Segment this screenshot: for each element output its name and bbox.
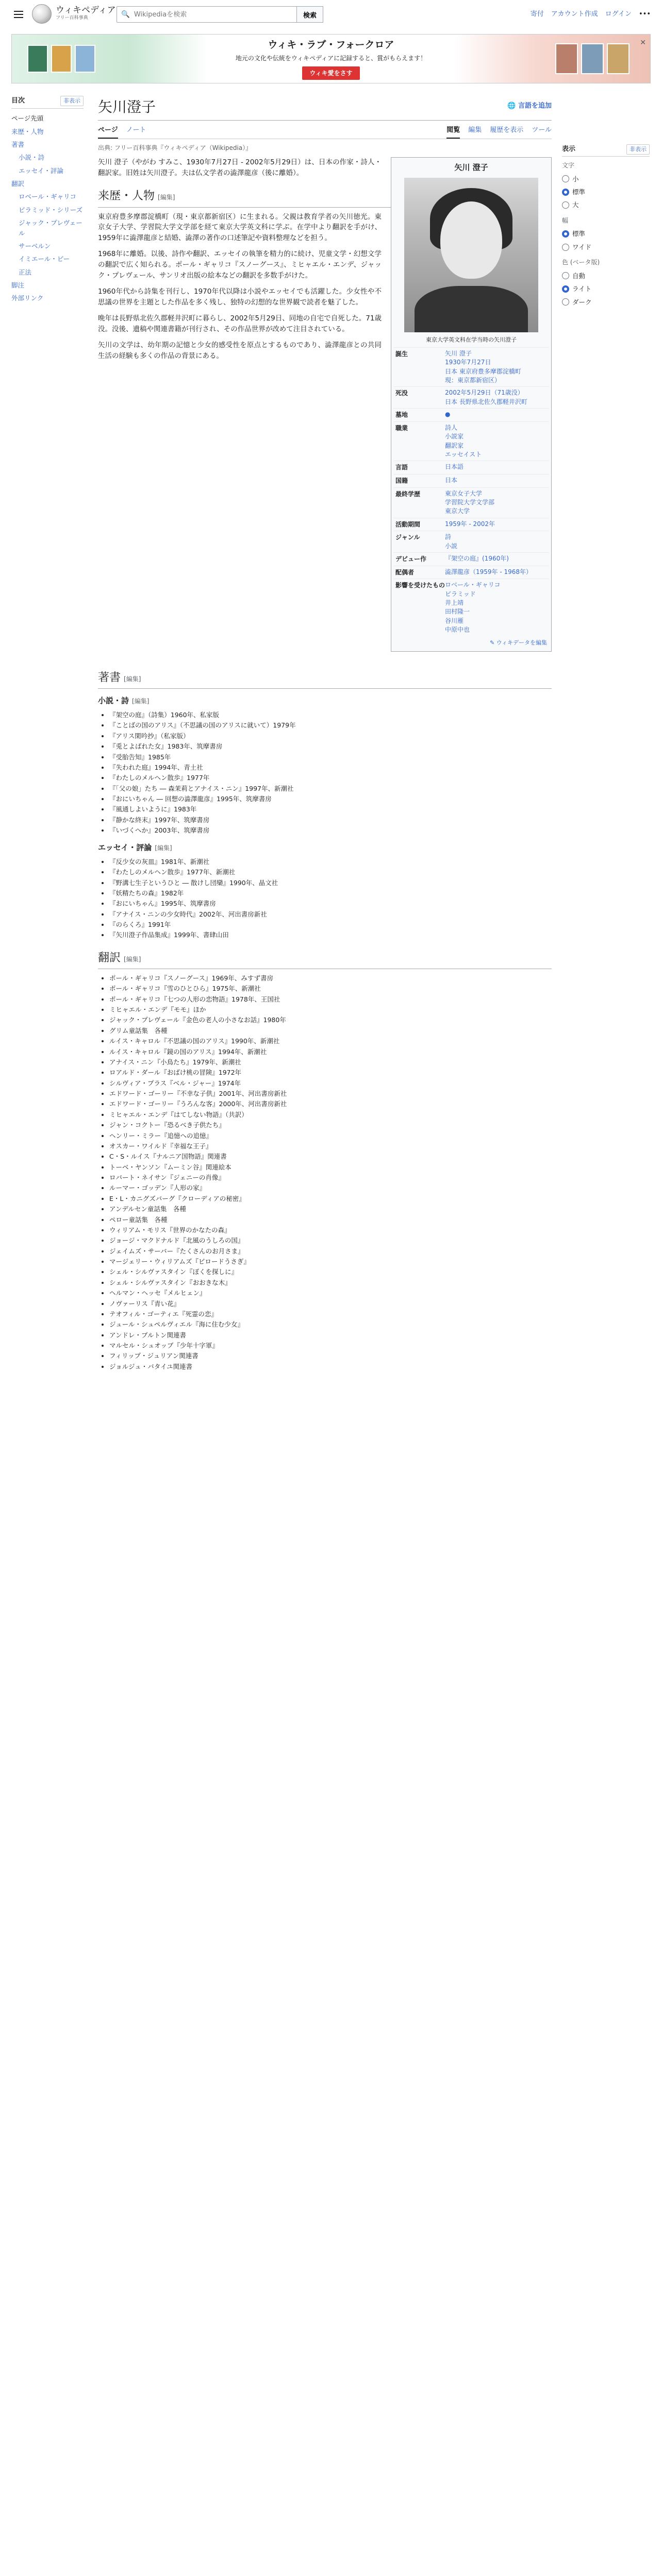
toc-item[interactable]: 脚注 xyxy=(11,281,25,290)
list-item: • 『おにいちゃん』1995年、筑摩書房 xyxy=(109,899,552,908)
list-item: • 『受胎告知』1985年 xyxy=(109,752,552,762)
tab-history[interactable]: 履歴を表示 xyxy=(490,126,524,134)
list-item: • トーベ・ヤンソン『ムーミン谷』関連絵本 xyxy=(109,1162,552,1172)
list-item: • ウィリアム・モリス『世界のかなたの森』 xyxy=(109,1225,552,1235)
radio-label: ライト xyxy=(572,285,592,293)
toc-item[interactable]: エッセイ・評論 xyxy=(19,166,63,175)
tab-tools[interactable]: ツール xyxy=(532,126,552,134)
list-item: • テオフィル・ゴーティエ『死霊の恋』 xyxy=(109,1309,552,1319)
infobox-value[interactable]: 澁澤龍彦（1959年 - 1968年） xyxy=(445,568,533,575)
infobox-row xyxy=(393,421,549,461)
list-item: • 『「父の娘」たち ― 森茉莉とアナイス・ニン』1997年、新潮社 xyxy=(109,784,552,793)
list-item: • 『ことばの国のアリス』（不思議の国のアリスに就いて）1979年 xyxy=(109,720,552,730)
infobox-value[interactable]: 2002年5月29日（71歳没） xyxy=(445,389,524,397)
login-link[interactable]: ログイン xyxy=(605,10,632,18)
list-item: • ジェイムズ・サーバー『たくさんのお月さま』 xyxy=(109,1246,552,1256)
radio-label: 大 xyxy=(572,201,579,209)
list-item: • エドワード・ゴーリー『不幸な子供』2001年、河出書房新社 xyxy=(109,1089,552,1098)
list-item: • 『おにいちゃん ― 回想の澁澤龍彦』1995年、筑摩書房 xyxy=(109,794,552,804)
list-item: • エドワード・ゴーリー『うろんな客』2000年、河出書房新社 xyxy=(109,1099,552,1109)
translations-list xyxy=(98,973,552,1371)
list-item: • シェル・シルヴァスタイン『おおきな木』 xyxy=(109,1278,552,1287)
page-source-note: 出典: フリー百科事典『ウィキペディア（Wikipedia）』 xyxy=(98,144,252,151)
list-item: • ポール・ギャリコ『雪のひとひら』1975年、新潮社 xyxy=(109,984,552,993)
infobox-value[interactable]: エッセイスト xyxy=(445,451,482,458)
site-header xyxy=(0,0,662,29)
infobox-value[interactable]: 谷川雁 xyxy=(445,617,464,624)
list-item: • 『アリス閑吟抄』（私家版） xyxy=(109,731,552,741)
folklore-image xyxy=(607,43,630,74)
infobox xyxy=(391,157,552,652)
infobox-row xyxy=(393,566,549,579)
section-heading-translations xyxy=(98,950,552,969)
list-item: • フィリップ・ジュリアン関連書 xyxy=(109,1351,552,1361)
infobox-value[interactable]: ピラミッド xyxy=(445,590,476,598)
infobox-label: 最終学歴 xyxy=(395,490,421,498)
infobox-value[interactable]: 東京女子大学 xyxy=(445,489,483,497)
list-item: • ルイス・キャロル『不思議の国のアリス』1990年、新潮社 xyxy=(109,1036,552,1046)
list-item: • E・L・カニグズバーグ『クローディアの秘密』 xyxy=(109,1194,552,1204)
infobox-label: 言語 xyxy=(395,464,408,471)
infobox-value[interactable]: 『架空の庭』(1960年) xyxy=(445,555,509,563)
page-title xyxy=(98,96,552,121)
create-account-link[interactable]: アカウント作成 xyxy=(551,10,598,18)
list-item: • ペロー童話集 各種 xyxy=(109,1215,552,1225)
list-item: • シルヴィア・プラス『ベル・ジャー』1974年 xyxy=(109,1078,552,1088)
text-size-large[interactable] xyxy=(562,198,650,211)
search-form xyxy=(117,6,323,23)
color-light[interactable] xyxy=(562,282,650,295)
infobox-row xyxy=(393,386,549,408)
section-title: 翻訳 xyxy=(98,951,121,964)
list-item: • ヘンリー・ミラー『追憶への追憶』 xyxy=(109,1131,552,1141)
toc-item[interactable]: ページ先頭 xyxy=(11,114,44,123)
infobox-label: ジャンル xyxy=(395,534,420,541)
infobox-label: 墓地 xyxy=(395,411,408,419)
list-item: • 『いづくへか』2003年、筑摩書房 xyxy=(109,825,552,835)
toc-item[interactable]: 来歴・人物 xyxy=(11,127,44,135)
infobox-value[interactable]: 日本 xyxy=(445,476,458,484)
radio-label: ワイド xyxy=(572,243,592,251)
toc-item[interactable]: 外部リンク xyxy=(11,294,44,302)
infobox-row xyxy=(393,518,549,531)
toc-item[interactable]: 翻訳 xyxy=(11,180,25,188)
infobox-value[interactable]: ● xyxy=(445,411,451,418)
width-label: 幅 xyxy=(562,216,569,224)
list-item: • ジュール・シュペルヴィエル『海に住む少女』 xyxy=(109,1319,552,1329)
toc-item[interactable]: ジャック・プレヴェール xyxy=(19,219,82,237)
list-item: • ロアルド・ダール『おばけ桃の冒険』1972年 xyxy=(109,1067,552,1077)
language-button[interactable] xyxy=(507,101,552,111)
infobox-value[interactable]: 中原中也 xyxy=(445,626,470,634)
list-item: • 『兎とよばれた女』1983年、筑摩書房 xyxy=(109,741,552,751)
donate-link[interactable]: 寄付 xyxy=(530,10,544,18)
infobox-value[interactable]: 日本 長野県北佐久郡軽井沢町 xyxy=(445,398,527,405)
radio-label: 自動 xyxy=(572,272,586,280)
list-item: • マージェリー・ウィリアムズ『ビロードうさぎ』 xyxy=(109,1257,552,1266)
section-heading-works xyxy=(98,669,552,689)
section-title: 著書 xyxy=(98,671,121,684)
list-item: • マルセル・シュオッブ『少年十字軍』 xyxy=(109,1341,552,1350)
list-item: • 『のらくろ』1991年 xyxy=(109,920,552,929)
width-wide[interactable] xyxy=(562,241,650,253)
infobox-value[interactable]: 田村隆一 xyxy=(445,608,470,616)
list-item: • ノヴァーリス『青い花』 xyxy=(109,1299,552,1309)
folklore-image xyxy=(51,45,72,73)
infobox-row xyxy=(393,552,549,566)
list-item: • ジョージ・マクドナルド『北風のうしろの国』 xyxy=(109,1235,552,1245)
photo-caption: 東京大学英文科在学当時の矢川澄子 xyxy=(426,336,517,343)
list-item: • グリム童話集 各種 xyxy=(109,1026,552,1036)
table-of-contents xyxy=(11,96,84,305)
infobox-value[interactable]: 翻訳家 xyxy=(445,442,464,449)
personal-tools xyxy=(531,9,651,20)
list-item: • ルイス・キャロル『鏡の国のアリス』1994年、新潮社 xyxy=(109,1047,552,1057)
color-label: 色 (ベータ版) xyxy=(562,259,600,266)
infobox-value[interactable]: 詩人 xyxy=(445,423,458,431)
campaign-banner xyxy=(11,34,651,83)
tab-edit[interactable]: 編集 xyxy=(468,126,482,134)
folklore-image xyxy=(555,43,578,74)
toc-item[interactable]: 小説・詩 xyxy=(19,154,45,162)
infobox-label: 死没 xyxy=(395,389,408,397)
list-item: • アナイス・ニン『小鳥たち』1979年、新潮社 xyxy=(109,1057,552,1067)
list-item: • ジョルジュ・バタイユ関連書 xyxy=(109,1362,552,1371)
list-item: • 『矢川澄子作品集成』1999年、書肆山田 xyxy=(109,930,552,940)
infobox-value[interactable]: 日本語 xyxy=(445,463,464,471)
toc-hide-button[interactable]: 非表示 xyxy=(60,96,84,106)
list-item: • ヘルマン・ヘッセ『メルヒェン』 xyxy=(109,1288,552,1298)
radio-label: ダーク xyxy=(572,298,592,306)
novels-list xyxy=(98,710,552,836)
tab-read[interactable]: 閲覧 xyxy=(446,125,460,139)
list-item: • ジャン・コクトー『恐るべき子供たち』 xyxy=(109,1120,552,1130)
list-item: • シェル・シルヴァスタイン『ぼくを探しに』 xyxy=(109,1267,552,1277)
list-item: • オスカー・ワイルド『幸福な王子』 xyxy=(109,1141,552,1151)
body-paragraph: 1960年代から詩集を刊行し、1970年代以降は小説やエッセイでも活躍した。少女性や不思議の世界を主題とした作品を多く残し、独特の幻想的な世界観で読者を魅了した。 xyxy=(98,287,382,307)
essays-list xyxy=(98,857,552,940)
infobox-row xyxy=(393,487,549,518)
infobox-label: 誕生 xyxy=(395,350,408,358)
text-size-label: 文字 xyxy=(562,162,575,170)
main-content xyxy=(98,96,552,1372)
body-paragraph: 矢川の文学は、幼年期の記憶と少女的感受性を原点とするものであり、澁澤龍彦との共同生活の経験も多くの作品の背景にある。 xyxy=(98,341,382,360)
site-subtitle: フリー百科事典 xyxy=(56,15,88,21)
toc-item[interactable]: 正法 xyxy=(19,268,32,276)
edit-section-link[interactable]: [編集] xyxy=(124,955,141,963)
infobox-row xyxy=(393,579,549,636)
list-item: • ポール・ギャリコ『七つの人形の恋物語』1978年、王国社 xyxy=(109,994,552,1004)
color-dark[interactable] xyxy=(562,296,650,309)
infobox-value[interactable]: 1959年 - 2002年 xyxy=(445,520,495,528)
list-item: • 『アナイス・ニンの少女時代』2002年、河出書房新社 xyxy=(109,909,552,919)
infobox-row xyxy=(393,474,549,487)
infobox-value[interactable]: 東京大学 xyxy=(445,507,470,515)
list-item: • 『静かな終末』1997年、筑摩書房 xyxy=(109,815,552,825)
subsection-title: 小説・詩 xyxy=(98,696,129,705)
body-paragraph: 1968年に離婚。以後、詩作や翻訳、エッセイの執筆を精力的に続け、児童文学・幻想文学の翻訳で広く知られる。ポール・ギャリコ『スノーグース』、ミヒャエル・エンデ、ジャック・プレヴェール、サンリオ出版の絵本などの翻訳を多数手がけた。 xyxy=(98,250,382,280)
search-button[interactable]: 検索 xyxy=(297,6,323,23)
folklore-image xyxy=(581,43,604,74)
list-item: • ルーマー・ゴッデン『人形の家』 xyxy=(109,1183,552,1193)
infobox-row xyxy=(393,531,549,552)
width-standard[interactable] xyxy=(562,227,650,240)
body-paragraph: 東京府豊多摩郡淀橋町（現・東京都新宿区）に生まれる。父親は教育学者の矢川徳光。東京女子大学、学習院大学文学部を経て東京大学英文科に学ぶ。在学中より翻訳を手がけ、1959年に澁澤龍彦と結婚、澁澤の著作の口述筆記や資料整理などを担う。 xyxy=(98,212,382,243)
folklore-image xyxy=(27,45,48,73)
banner-cta-button[interactable]: ウィキ愛をさす xyxy=(302,66,359,80)
list-item: • 『反少女の灰皿』1981年、新潮社 xyxy=(109,857,552,867)
list-item: • 『野溝七生子というひと ― 散けし団欒』1990年、晶文社 xyxy=(109,878,552,888)
list-item: • C・S・ルイス『ナルニア国物語』関連書 xyxy=(109,1151,552,1161)
list-item: • ミヒャエル・エンデ『モモ』ほか xyxy=(109,1005,552,1014)
banner-image-right xyxy=(454,35,650,83)
toc-item[interactable]: ロベール・ギャリコ xyxy=(19,193,77,201)
toc-item[interactable]: 著書 xyxy=(11,140,25,148)
infobox-value[interactable]: 小説家 xyxy=(445,433,464,440)
search-field[interactable] xyxy=(117,6,297,23)
list-item: • ミヒャエル・エンデ『はてしない物語』（共訳） xyxy=(109,1110,552,1120)
toc-item[interactable]: ピラミッド・シリーズ xyxy=(19,206,83,214)
main-menu-button[interactable] xyxy=(11,7,26,22)
infobox-label: 国籍 xyxy=(395,477,408,484)
radio-label: 標準 xyxy=(572,230,586,238)
infobox-value[interactable]: 井上靖 xyxy=(445,599,464,607)
edit-section-link[interactable]: [編集] xyxy=(124,675,141,683)
infobox-value[interactable]: 学習院大学文学部 xyxy=(445,498,495,506)
infobox-value[interactable]: 小説 xyxy=(445,542,458,550)
text-size-standard[interactable] xyxy=(562,185,650,198)
portrait-photo[interactable] xyxy=(404,178,538,332)
more-options-icon[interactable]: ••• xyxy=(638,10,651,18)
folklore-image xyxy=(75,45,95,73)
infobox-name: 矢川 澄子 xyxy=(454,162,488,172)
appearance-panel xyxy=(562,144,650,309)
infobox-row xyxy=(393,408,549,421)
radio-label: 標準 xyxy=(572,188,586,196)
edit-section-link[interactable]: [編集] xyxy=(155,844,172,852)
page-tabs xyxy=(98,121,552,139)
toc-item[interactable]: サーベルン xyxy=(19,242,51,250)
close-icon[interactable]: ✕ xyxy=(640,39,646,47)
banner-image-left xyxy=(12,35,208,83)
language-label: 言語を追加 xyxy=(518,102,552,110)
list-item: • 『風通しよいように』1983年 xyxy=(109,804,552,814)
edit-wikidata-label: ウィキデータを編集 xyxy=(496,639,547,646)
infobox-row xyxy=(393,347,549,387)
toc-title: 目次 xyxy=(11,97,25,105)
radio-label: 小 xyxy=(572,175,579,183)
text-size-small[interactable] xyxy=(562,173,650,185)
banner-title: ウィキ・ラブ・フォークロア xyxy=(268,39,394,50)
search-icon: 🔍 xyxy=(121,10,130,19)
list-item: • アンデルセン童話集 各種 xyxy=(109,1204,552,1214)
body-paragraph: 晩年は長野県北佐久郡軽井沢町に暮らし、2002年5月29日、同地の自宅で自死した。71歳没。没後、遺稿や関連書籍が刊行され、その作品世界が改めて注目されている。 xyxy=(98,314,382,333)
subsection-heading-essays xyxy=(98,842,552,854)
infobox-row xyxy=(393,461,549,474)
tab-talk[interactable]: ノート xyxy=(126,126,146,134)
list-item: • 『失われた庭』1994年、青土社 xyxy=(109,762,552,772)
infobox-label: 配偶者 xyxy=(395,568,415,576)
infobox-label: 活動期間 xyxy=(395,520,421,528)
list-item: • ポール・ギャリコ『スノーグース』1969年、みすず書房 xyxy=(109,973,552,983)
pencil-icon: ✎ xyxy=(489,639,495,646)
infobox-label: デビュー作 xyxy=(395,555,427,563)
list-item: • 『妖精たちの森』1982年 xyxy=(109,888,552,898)
infobox-value[interactable]: 矢川 澄子 xyxy=(445,349,472,357)
appearance-hide-button[interactable]: 非表示 xyxy=(626,144,650,155)
list-item: • 『架空の庭』（詩集）1960年、私家版 xyxy=(109,710,552,720)
tab-page[interactable]: ページ xyxy=(98,125,118,139)
search-input[interactable] xyxy=(134,11,289,19)
list-item: • 『わたしのメルヘン散歩』1977年、新潮社 xyxy=(109,867,552,877)
infobox-value[interactable]: ロベール・ギャリコ xyxy=(445,581,501,589)
translate-icon: 🌐 xyxy=(507,102,516,110)
infobox-label: 影響を受けたもの xyxy=(395,582,445,589)
list-item: • アンドレ・ブルトン関連書 xyxy=(109,1330,552,1340)
section-title: 来歴・人物 xyxy=(98,190,155,203)
infobox-label: 職業 xyxy=(395,424,408,432)
infobox-value[interactable]: 詩 xyxy=(445,533,452,541)
edit-section-link[interactable]: [編集] xyxy=(132,697,150,705)
subsection-title: エッセイ・評論 xyxy=(98,842,152,852)
banner-description: 地元の文化や伝統をウィキペディアに記録すると、賞がもらえます！ xyxy=(235,55,427,62)
list-item: • 『わたしのメルヘン散歩』1977年 xyxy=(109,773,552,783)
color-auto[interactable] xyxy=(562,269,650,282)
infobox-value[interactable]: 日本 東京府豊多摩郡淀橋町 xyxy=(445,367,521,375)
list-item: • ロバート・ネイサン『ジェニーの肖像』 xyxy=(109,1173,552,1182)
list-item: • ジャック・プレヴェール『金色の老人の小さなお話』1980年 xyxy=(109,1015,552,1025)
subsection-heading-novels xyxy=(98,695,552,707)
wikipedia-globe-icon xyxy=(32,4,52,24)
site-logo[interactable] xyxy=(32,4,116,24)
toc-item[interactable]: イミエール・ピー xyxy=(19,255,70,263)
edit-wikidata-link[interactable] xyxy=(393,636,549,649)
site-title: ウィキペディア xyxy=(56,5,116,15)
body-paragraph: 矢川 澄子（やがわ すみこ、1930年7月27日 - 2002年5月29日）は、日本の作家・詩人・翻訳家。旧姓は矢川澄子。夫は仏文学者の澁澤龍彦（後に離婚）。 xyxy=(98,158,382,177)
infobox-value[interactable]: 1930年7月27日 xyxy=(445,359,491,366)
page-title-text: 矢川澄子 xyxy=(98,98,156,115)
appearance-title: 表示 xyxy=(562,145,576,153)
infobox-value[interactable]: 現：東京都新宿区） xyxy=(445,377,501,384)
edit-section-link[interactable]: [編集] xyxy=(158,194,175,201)
